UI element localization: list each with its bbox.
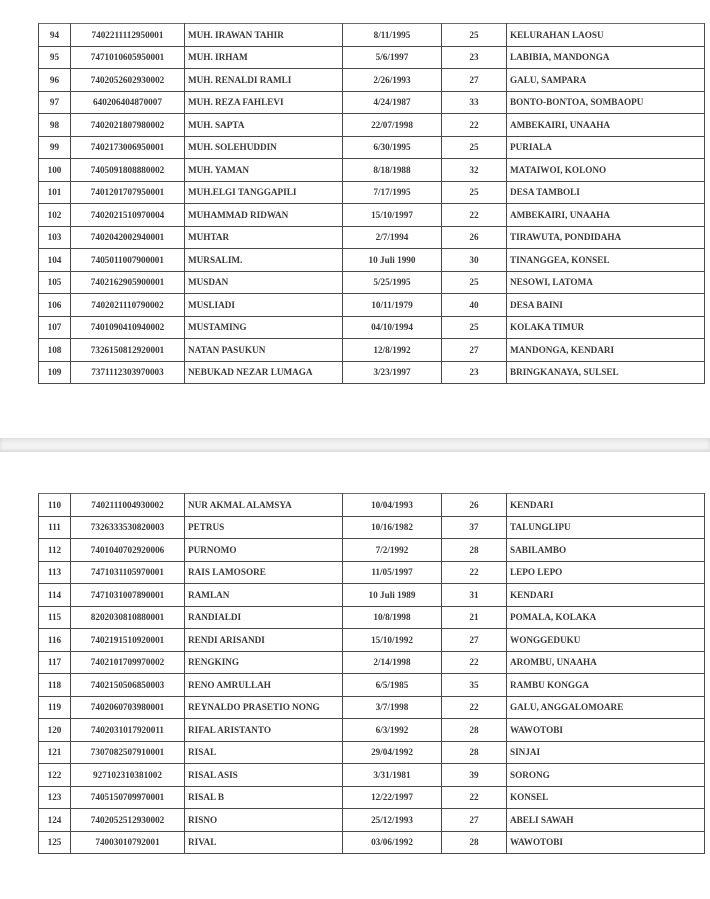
cell-address: BONTO-BONTOA, SOMBAOPU <box>507 91 705 114</box>
cell-birth-date: 2/7/1994 <box>343 226 442 249</box>
cell-number: 120 <box>39 719 71 742</box>
document-page-1 <box>0 0 710 438</box>
cell-birth-date: 10/16/1982 <box>343 516 442 539</box>
cell-birth-date: 3/31/1981 <box>343 764 442 787</box>
cell-id-number: 8202030810880001 <box>71 606 185 629</box>
table-row <box>39 294 705 317</box>
cell-birth-date: 10 Juli 1989 <box>343 584 442 607</box>
cell-id-number: 7405011007900001 <box>71 249 185 272</box>
table-row <box>39 114 705 137</box>
cell-birth-date: 6/3/1992 <box>343 719 442 742</box>
document-page-2 <box>0 452 710 899</box>
cell-age: 22 <box>442 786 507 809</box>
cell-number: 99 <box>39 136 71 159</box>
cell-address: GALU, ANGGALOMOARE <box>507 696 705 719</box>
cell-address: AMBEKAIRI, UNAAHA <box>507 204 705 227</box>
cell-number: 106 <box>39 294 71 317</box>
cell-birth-date: 7/17/1995 <box>343 181 442 204</box>
cell-name: MUH. YAMAN <box>185 159 343 182</box>
cell-address: KENDARI <box>507 494 705 517</box>
cell-age: 23 <box>442 361 507 384</box>
table-row <box>39 339 705 362</box>
table-row <box>39 249 705 272</box>
cell-id-number: 7402021510970004 <box>71 204 185 227</box>
cell-id-number: 7402101709970002 <box>71 651 185 674</box>
cell-name: RISAL ASIS <box>185 764 343 787</box>
cell-age: 37 <box>442 516 507 539</box>
cell-age: 40 <box>442 294 507 317</box>
roster-table-body <box>39 24 705 384</box>
cell-birth-date: 3/23/1997 <box>343 361 442 384</box>
cell-birth-date: 3/7/1998 <box>343 696 442 719</box>
cell-age: 27 <box>442 69 507 92</box>
table-row <box>39 494 705 517</box>
cell-age: 39 <box>442 764 507 787</box>
table-row <box>39 181 705 204</box>
cell-number: 103 <box>39 226 71 249</box>
cell-age: 22 <box>442 696 507 719</box>
cell-number: 94 <box>39 24 71 47</box>
cell-id-number: 7326333530820003 <box>71 516 185 539</box>
cell-birth-date: 03/06/1992 <box>343 831 442 854</box>
cell-id-number: 7402191510920001 <box>71 629 185 652</box>
cell-number: 124 <box>39 809 71 832</box>
cell-name: MUHTAR <box>185 226 343 249</box>
table-row <box>39 46 705 69</box>
cell-age: 22 <box>442 561 507 584</box>
cell-id-number: 7402111004930002 <box>71 494 185 517</box>
cell-age: 28 <box>442 741 507 764</box>
table-row <box>39 516 705 539</box>
cell-name: NEBUKAD NEZAR LUMAGA <box>185 361 343 384</box>
cell-name: MUSLIADI <box>185 294 343 317</box>
cell-age: 27 <box>442 629 507 652</box>
cell-address: KOLAKA TIMUR <box>507 316 705 339</box>
cell-name: NUR AKMAL ALAMSYA <box>185 494 343 517</box>
cell-id-number: 7371112303970003 <box>71 361 185 384</box>
cell-name: MUH.ELGI TANGGAPILI <box>185 181 343 204</box>
cell-age: 25 <box>442 24 507 47</box>
cell-name: MUH. IRHAM <box>185 46 343 69</box>
table-row <box>39 136 705 159</box>
cell-age: 31 <box>442 584 507 607</box>
cell-id-number: 74003010792001 <box>71 831 185 854</box>
cell-age: 22 <box>442 114 507 137</box>
cell-age: 25 <box>442 136 507 159</box>
cell-address: DESA TAMBOLI <box>507 181 705 204</box>
cell-name: PURNOMO <box>185 539 343 562</box>
cell-birth-date: 15/10/1992 <box>343 629 442 652</box>
cell-birth-date: 6/30/1995 <box>343 136 442 159</box>
cell-id-number: 7402021807980002 <box>71 114 185 137</box>
cell-name: RENDI ARISANDI <box>185 629 343 652</box>
cell-number: 108 <box>39 339 71 362</box>
cell-name: RENO AMRULLAH <box>185 674 343 697</box>
cell-id-number: 7471031105970001 <box>71 561 185 584</box>
cell-name: RENGKING <box>185 651 343 674</box>
cell-name: RISNO <box>185 809 343 832</box>
cell-number: 111 <box>39 516 71 539</box>
table-row <box>39 316 705 339</box>
cell-address: TALUNGLIPU <box>507 516 705 539</box>
cell-age: 26 <box>442 494 507 517</box>
cell-id-number: 7402211112950001 <box>71 24 185 47</box>
cell-name: NATAN PASUKUN <box>185 339 343 362</box>
cell-birth-date: 8/11/1995 <box>343 24 442 47</box>
cell-number: 101 <box>39 181 71 204</box>
table-row <box>39 91 705 114</box>
table-row <box>39 159 705 182</box>
cell-address: KENDARI <box>507 584 705 607</box>
cell-name: MUH. REZA FAHLEVI <box>185 91 343 114</box>
cell-number: 114 <box>39 584 71 607</box>
cell-name: RISAL B <box>185 786 343 809</box>
cell-name: RISAL <box>185 741 343 764</box>
cell-id-number: 7471031007890001 <box>71 584 185 607</box>
cell-age: 26 <box>442 226 507 249</box>
cell-id-number: 7307082507910001 <box>71 741 185 764</box>
cell-address: AROMBU, UNAAHA <box>507 651 705 674</box>
cell-address: DESA BAINI <box>507 294 705 317</box>
cell-birth-date: 8/18/1988 <box>343 159 442 182</box>
table-row <box>39 809 705 832</box>
cell-number: 104 <box>39 249 71 272</box>
cell-age: 30 <box>442 249 507 272</box>
cell-birth-date: 6/5/1985 <box>343 674 442 697</box>
cell-address: POMALA, KOLAKA <box>507 606 705 629</box>
cell-address: LABIBIA, MANDONGA <box>507 46 705 69</box>
cell-birth-date: 15/10/1997 <box>343 204 442 227</box>
cell-address: WAWOTOBI <box>507 831 705 854</box>
cell-address: BRINGKANAYA, SULSEL <box>507 361 705 384</box>
cell-id-number: 7402052602930002 <box>71 69 185 92</box>
table-row <box>39 629 705 652</box>
cell-age: 27 <box>442 809 507 832</box>
cell-address: AMBEKAIRI, UNAAHA <box>507 114 705 137</box>
cell-name: PETRUS <box>185 516 343 539</box>
cell-birth-date: 10 Juli 1990 <box>343 249 442 272</box>
cell-birth-date: 25/12/1993 <box>343 809 442 832</box>
cell-name: RANDIALDI <box>185 606 343 629</box>
cell-number: 116 <box>39 629 71 652</box>
cell-number: 105 <box>39 271 71 294</box>
table-row <box>39 696 705 719</box>
cell-number: 109 <box>39 361 71 384</box>
cell-id-number: 7401201707950001 <box>71 181 185 204</box>
cell-birth-date: 22/07/1998 <box>343 114 442 137</box>
cell-number: 118 <box>39 674 71 697</box>
cell-birth-date: 12/22/1997 <box>343 786 442 809</box>
cell-id-number: 7326150812920001 <box>71 339 185 362</box>
cell-age: 28 <box>442 831 507 854</box>
cell-address: SABILAMBO <box>507 539 705 562</box>
cell-birth-date: 10/8/1998 <box>343 606 442 629</box>
cell-name: MURSALIM. <box>185 249 343 272</box>
page-separator <box>0 438 710 452</box>
table-row <box>39 584 705 607</box>
cell-address: ABELI SAWAH <box>507 809 705 832</box>
cell-address: LEPO LEPO <box>507 561 705 584</box>
cell-age: 25 <box>442 316 507 339</box>
cell-id-number: 927102310381002 <box>71 764 185 787</box>
cell-number: 121 <box>39 741 71 764</box>
cell-address: KONSEL <box>507 786 705 809</box>
table-row <box>39 561 705 584</box>
cell-number: 122 <box>39 764 71 787</box>
cell-number: 102 <box>39 204 71 227</box>
cell-number: 117 <box>39 651 71 674</box>
cell-birth-date: 7/2/1992 <box>343 539 442 562</box>
cell-name: MUSDAN <box>185 271 343 294</box>
cell-age: 22 <box>442 204 507 227</box>
cell-name: RIFAL ARISTANTO <box>185 719 343 742</box>
cell-age: 23 <box>442 46 507 69</box>
cell-address: RAMBU KONGGA <box>507 674 705 697</box>
cell-id-number: 7402162905900001 <box>71 271 185 294</box>
table-row <box>39 361 705 384</box>
cell-id-number: 7402031017920011 <box>71 719 185 742</box>
cell-age: 27 <box>442 339 507 362</box>
cell-birth-date: 12/8/1992 <box>343 339 442 362</box>
cell-number: 96 <box>39 69 71 92</box>
cell-name: REYNALDO PRASETIO NONG <box>185 696 343 719</box>
cell-number: 125 <box>39 831 71 854</box>
cell-id-number: 7471010605950001 <box>71 46 185 69</box>
cell-birth-date: 4/24/1987 <box>343 91 442 114</box>
cell-name: MUH. IRAWAN TAHIR <box>185 24 343 47</box>
cell-id-number: 7401040702920006 <box>71 539 185 562</box>
cell-age: 35 <box>442 674 507 697</box>
cell-birth-date: 04/10/1994 <box>343 316 442 339</box>
cell-address: PURIALA <box>507 136 705 159</box>
cell-address: TINANGGEA, KONSEL <box>507 249 705 272</box>
cell-address: GALU, SAMPARA <box>507 69 705 92</box>
cell-number: 119 <box>39 696 71 719</box>
cell-number: 112 <box>39 539 71 562</box>
cell-age: 25 <box>442 181 507 204</box>
cell-age: 28 <box>442 719 507 742</box>
cell-id-number: 7402150506850003 <box>71 674 185 697</box>
table-row <box>39 24 705 47</box>
cell-address: KELURAHAN LAOSU <box>507 24 705 47</box>
cell-birth-date: 5/6/1997 <box>343 46 442 69</box>
cell-address: SORONG <box>507 764 705 787</box>
cell-id-number: 7405091808880002 <box>71 159 185 182</box>
cell-name: MUH. RENALDI RAMLI <box>185 69 343 92</box>
table-row <box>39 786 705 809</box>
cell-number: 110 <box>39 494 71 517</box>
cell-number: 100 <box>39 159 71 182</box>
cell-birth-date: 10/04/1993 <box>343 494 442 517</box>
cell-address: MATAIWOI, KOLONO <box>507 159 705 182</box>
cell-birth-date: 2/26/1993 <box>343 69 442 92</box>
cell-address: WONGGEDUKU <box>507 629 705 652</box>
table-row <box>39 741 705 764</box>
table-row <box>39 719 705 742</box>
cell-age: 25 <box>442 271 507 294</box>
cell-age: 21 <box>442 606 507 629</box>
cell-name: MUH. SAPTA <box>185 114 343 137</box>
cell-age: 32 <box>442 159 507 182</box>
roster-table-page-2 <box>38 493 705 854</box>
cell-id-number: 7402060703980001 <box>71 696 185 719</box>
table-row <box>39 831 705 854</box>
cell-number: 123 <box>39 786 71 809</box>
cell-birth-date: 11/05/1997 <box>343 561 442 584</box>
cell-name: RAIS LAMOSORE <box>185 561 343 584</box>
table-row <box>39 271 705 294</box>
table-row <box>39 674 705 697</box>
cell-address: SINJAI <box>507 741 705 764</box>
cell-address: WAWOTOBI <box>507 719 705 742</box>
cell-name: MUSTAMING <box>185 316 343 339</box>
cell-id-number: 7402042002940001 <box>71 226 185 249</box>
cell-name: MUH. SOLEHUDDIN <box>185 136 343 159</box>
cell-id-number: 640206404870007 <box>71 91 185 114</box>
table-row <box>39 651 705 674</box>
cell-number: 95 <box>39 46 71 69</box>
cell-age: 33 <box>442 91 507 114</box>
cell-id-number: 7402052512930002 <box>71 809 185 832</box>
roster-table-page-1 <box>38 23 705 384</box>
cell-id-number: 7401090410940002 <box>71 316 185 339</box>
roster-table-body <box>39 494 705 854</box>
table-row <box>39 204 705 227</box>
cell-number: 115 <box>39 606 71 629</box>
cell-id-number: 7402173006950001 <box>71 136 185 159</box>
cell-address: NESOWI, LATOMA <box>507 271 705 294</box>
cell-birth-date: 5/25/1995 <box>343 271 442 294</box>
cell-birth-date: 10/11/1979 <box>343 294 442 317</box>
cell-name: RAMLAN <box>185 584 343 607</box>
cell-id-number: 7405150709970001 <box>71 786 185 809</box>
table-row <box>39 226 705 249</box>
cell-birth-date: 2/14/1998 <box>343 651 442 674</box>
cell-address: MANDONGA, KENDARI <box>507 339 705 362</box>
table-row <box>39 69 705 92</box>
cell-birth-date: 29/04/1992 <box>343 741 442 764</box>
cell-address: TIRAWUTA, PONDIDAHA <box>507 226 705 249</box>
table-row <box>39 606 705 629</box>
cell-name: MUHAMMAD RIDWAN <box>185 204 343 227</box>
cell-age: 28 <box>442 539 507 562</box>
cell-number: 107 <box>39 316 71 339</box>
cell-name: RIVAL <box>185 831 343 854</box>
cell-age: 22 <box>442 651 507 674</box>
table-row <box>39 539 705 562</box>
cell-id-number: 7402021110790002 <box>71 294 185 317</box>
cell-number: 113 <box>39 561 71 584</box>
cell-number: 97 <box>39 91 71 114</box>
table-row <box>39 764 705 787</box>
cell-number: 98 <box>39 114 71 137</box>
